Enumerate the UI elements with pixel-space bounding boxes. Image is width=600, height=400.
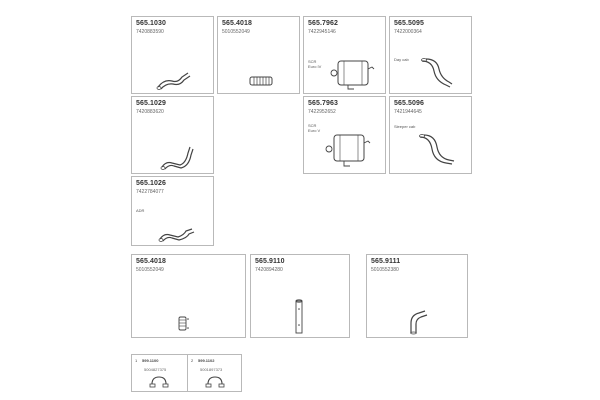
silencer-drawing <box>320 129 372 169</box>
cab-note: Day cab <box>394 57 409 62</box>
reference-number: 7422000364 <box>394 29 422 35</box>
tailpipe-drawing <box>414 133 458 171</box>
part-number: 565.1030 <box>136 20 166 27</box>
part-card-565-4018-flex[interactable] <box>217 16 300 94</box>
part-number: 565.1026 <box>136 180 166 187</box>
reference-number: 7420883620 <box>136 109 164 115</box>
part-number: 565.9110 <box>255 258 285 265</box>
part-card-565-5095[interactable] <box>389 16 472 94</box>
clamp-part-number: 599.1102 <box>198 358 215 363</box>
part-number: 565.7963 <box>308 100 338 107</box>
clamp-index: 2 <box>191 358 194 363</box>
reference-number: 7420894280 <box>255 267 283 273</box>
spec-note-line2: Euro IV <box>308 64 322 69</box>
part-number: 565.9111 <box>371 258 401 265</box>
part-card-565-7962[interactable] <box>303 16 386 94</box>
part-card-565-1029[interactable] <box>131 96 214 174</box>
straight-pipe-drawing <box>293 299 305 335</box>
exhaust-pipe-drawing <box>156 143 196 171</box>
part-number: 565.1029 <box>136 100 166 107</box>
spec-note-line1: SCR <box>308 59 317 64</box>
clamp-drawing <box>204 374 226 390</box>
exhaust-pipe-drawing <box>154 69 194 91</box>
silencer-drawing <box>326 55 376 91</box>
clamp-reference-number: 5001897373 <box>200 367 223 372</box>
part-number: 565.5096 <box>394 100 424 107</box>
reference-number: 7420883590 <box>136 29 164 35</box>
cab-note: Sleeper cab <box>394 124 416 129</box>
clamp-cell-1[interactable] <box>132 355 187 391</box>
reference-number: 7422952652 <box>308 109 336 115</box>
tailpipe-drawing <box>416 57 456 93</box>
part-number: 565.5095 <box>394 20 424 27</box>
part-number: 565.4018 <box>222 20 252 27</box>
reference-number: 5010552049 <box>136 267 164 273</box>
clamp-card[interactable] <box>131 354 242 392</box>
clamp-reference-number: 5004827375 <box>144 367 167 372</box>
reference-number: 5010552380 <box>371 267 399 273</box>
flexible-hose-drawing <box>247 74 277 88</box>
clamp-index: 1 <box>135 358 138 363</box>
part-card-565-5096[interactable] <box>389 96 472 174</box>
part-card-565-9110[interactable] <box>250 254 350 338</box>
adr-note: ADR <box>136 208 145 213</box>
part-card-565-9111[interactable] <box>366 254 468 338</box>
clamp-part-number: 599.1100 <box>142 358 159 363</box>
reference-number: 7422945146 <box>308 29 336 35</box>
reference-number: 7422784077 <box>136 189 164 195</box>
reference-number: 5010552049 <box>222 29 250 35</box>
spec-note-line1: SCR <box>308 123 317 128</box>
exhaust-pipe-drawing <box>156 223 196 243</box>
part-card-565-1026[interactable] <box>131 176 214 246</box>
elbow-pipe-drawing <box>407 307 431 335</box>
spec-note-line2: Euro V <box>308 128 321 133</box>
part-card-565-7963[interactable] <box>303 96 386 174</box>
part-card-565-1030[interactable] <box>131 16 214 94</box>
part-card-565-4018[interactable] <box>131 254 246 338</box>
clamp-cell-2[interactable] <box>188 355 243 391</box>
flexible-hose-drawing <box>176 315 190 333</box>
part-number: 565.7962 <box>308 20 338 27</box>
reference-number: 7421944645 <box>394 109 422 115</box>
part-number: 565.4018 <box>136 258 166 265</box>
clamp-drawing <box>148 374 170 390</box>
